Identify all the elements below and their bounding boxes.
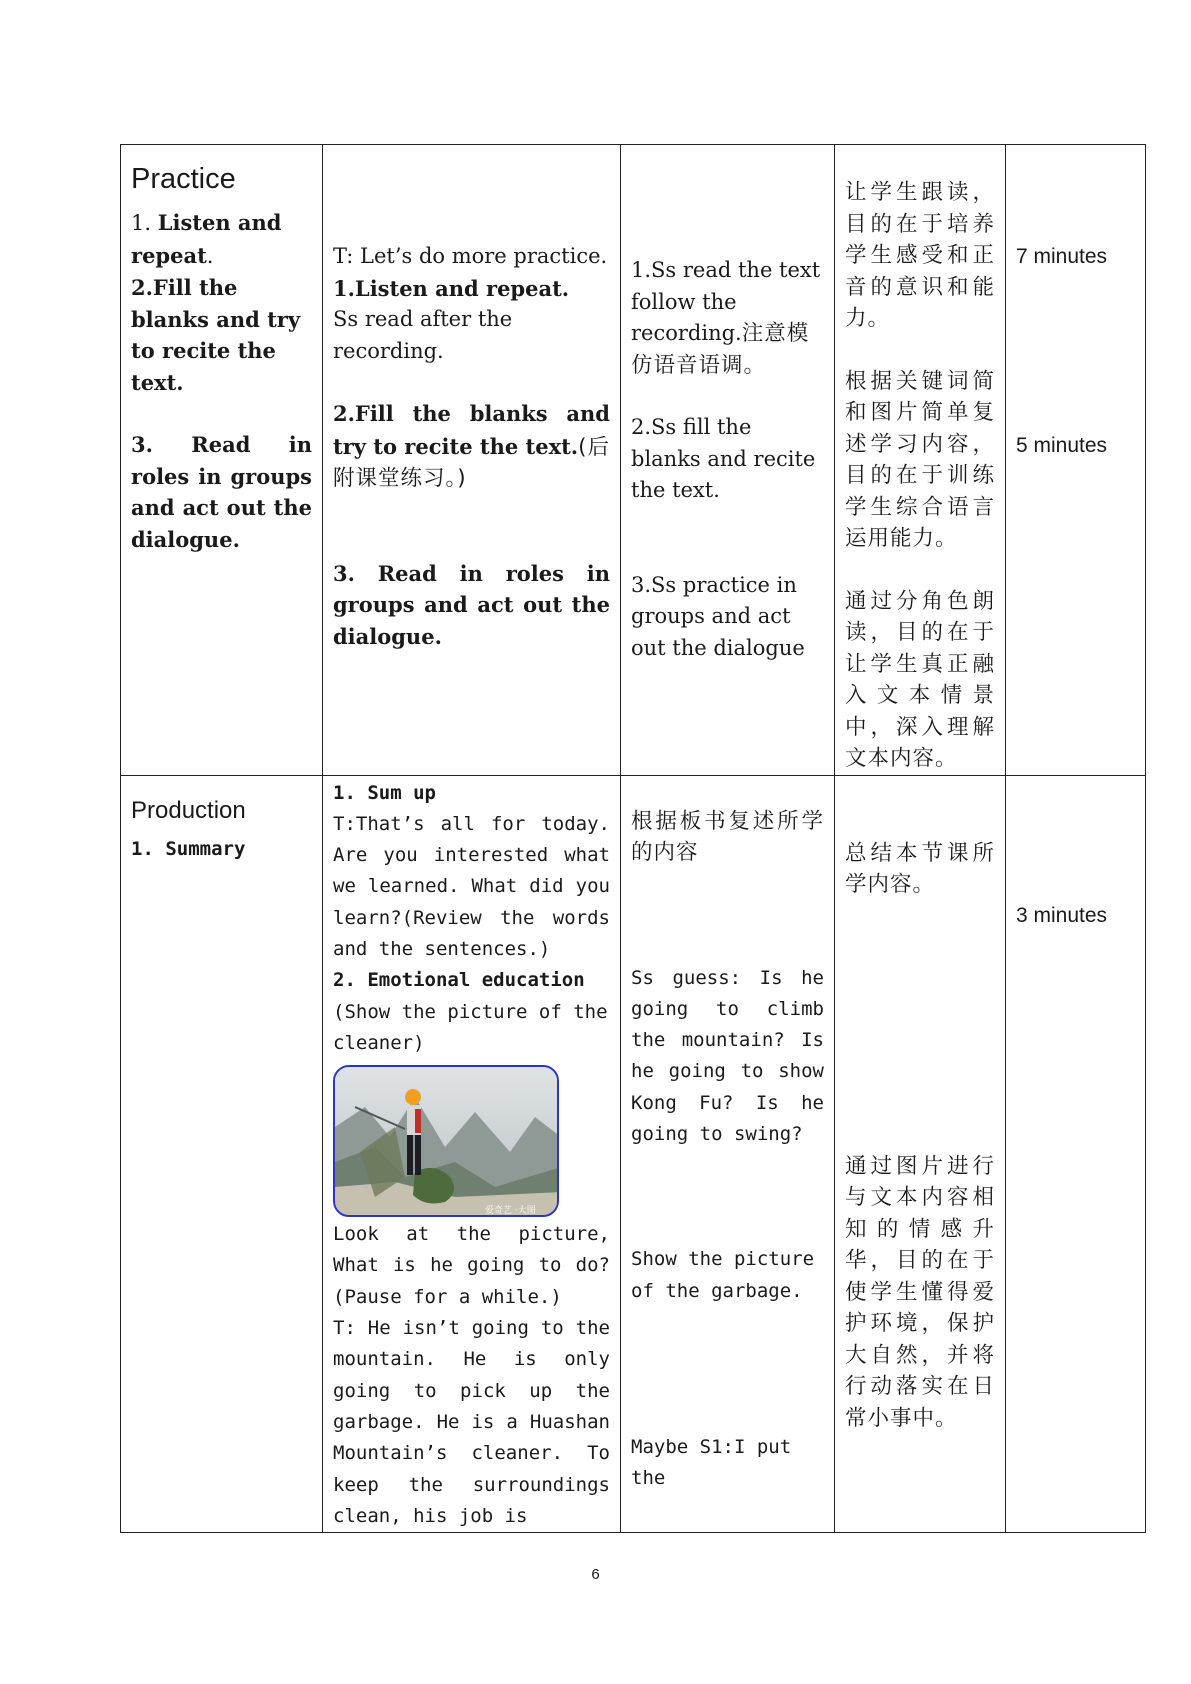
practice-teacher-cell xyxy=(323,145,621,776)
production-student-a2: Ss guess: Is he going to climb the mountain? Is he going to show Kong Fu? Is he going to swing? xyxy=(631,966,824,1145)
practice-student-cell xyxy=(621,145,835,776)
photo-watermark: 爱奇艺 ·大图 xyxy=(485,1206,536,1217)
production-time-cell xyxy=(1006,775,1146,1533)
practice-purpose-1: 让学生跟读，目的在于培养学生感受和正音的意识和能力。 xyxy=(845,180,995,331)
practice-time-2: 5 minutes xyxy=(1016,434,1108,457)
practice-student-a3: 3.Ss practice in groups and act out the dialogue xyxy=(631,572,805,660)
production-teacher-explain: T: He isn’t going to the mountain. He is only going to pick up the garbage. He is a Huashan Mountain’s cleaner. To keep the surroundings clean, his job is xyxy=(333,1317,610,1527)
practice-step-2: 2.Fill the blanks and try to recite the text. xyxy=(131,275,301,395)
production-teacher-s1-title: 1. Sum up xyxy=(333,781,436,804)
practice-student-a1: 1.Ss read the text follow the recording.注意模仿语音语调。 xyxy=(631,258,821,378)
practice-purpose-cell xyxy=(835,145,1006,776)
production-teacher-s2-body: (Show the picture of the cleaner) xyxy=(333,1000,608,1054)
production-teacher-after-photo: Look at the picture, What is he going to do? (Pause for a while.) xyxy=(333,1223,610,1308)
practice-step-1: 1. Listen and repeat. xyxy=(131,210,282,268)
practice-time-1: 7 minutes xyxy=(1016,245,1108,268)
lesson-plan-table xyxy=(120,144,1146,1533)
production-title: Production xyxy=(131,796,246,824)
production-student-cell xyxy=(621,775,835,1533)
page-number: 6 xyxy=(591,1566,600,1583)
practice-student-a2: 2.Ss fill the blanks and recite the text. xyxy=(631,415,816,502)
practice-row xyxy=(121,145,1146,776)
production-step: 1. Summary xyxy=(131,837,246,860)
production-purpose-cell xyxy=(835,775,1006,1533)
production-teacher-s1-body: T:That’s all for today. Are you interested what we learned. What did you learn?(Review the words and the sentences.) xyxy=(333,812,610,960)
production-row xyxy=(121,775,1146,1533)
production-purpose-1: 总结本节课所学内容。 xyxy=(845,840,995,897)
production-purpose-2: 通过图片进行与文本内容相知的情感升华，目的在于使学生懂得爱护环境，保护大自然，并将行动落实在日常小事中。 xyxy=(845,1153,995,1431)
production-student-a4: Maybe S1:I put the xyxy=(631,1435,792,1490)
cleaner-photo xyxy=(333,1065,559,1217)
production-student-a1: 根据板书复述所学的内容 xyxy=(631,808,824,865)
practice-teacher-s1-body: Ss read after the recording. xyxy=(333,307,513,363)
practice-stage-cell xyxy=(121,145,323,776)
practice-teacher-s2: 2.Fill the blanks and try to recite the text.(后附课堂练习。) xyxy=(333,401,611,491)
production-stage-cell xyxy=(121,775,323,1533)
cleaner-photo-icon xyxy=(335,1067,559,1217)
practice-teacher-intro: T: Let’s do more practice. xyxy=(333,244,608,268)
production-time-1: 3 minutes xyxy=(1016,903,1108,927)
practice-teacher-s3: 3. Read in roles in groups and act out the dialogue. xyxy=(333,560,610,649)
practice-purpose-2: 根据关键词简和图片简单复述学习内容，目的在于训练学生综合语言运用能力。 xyxy=(845,368,995,551)
practice-teacher-s1-title: 1.Listen and repeat. xyxy=(333,275,570,301)
practice-purpose-3: 通过分角色朗读，目的在于让学生真正融入文本情景中，深入理解文本内容。 xyxy=(845,588,995,771)
practice-time-cell xyxy=(1006,145,1146,776)
production-student-a3: Show the picture of the garbage. xyxy=(631,1248,815,1302)
practice-title: Practice xyxy=(131,163,236,195)
practice-step-3: 3. Read in roles in groups and act out the dialogue. xyxy=(131,432,312,552)
production-teacher-cell xyxy=(323,775,621,1533)
production-teacher-s2-title: 2. Emotional education xyxy=(333,969,585,992)
